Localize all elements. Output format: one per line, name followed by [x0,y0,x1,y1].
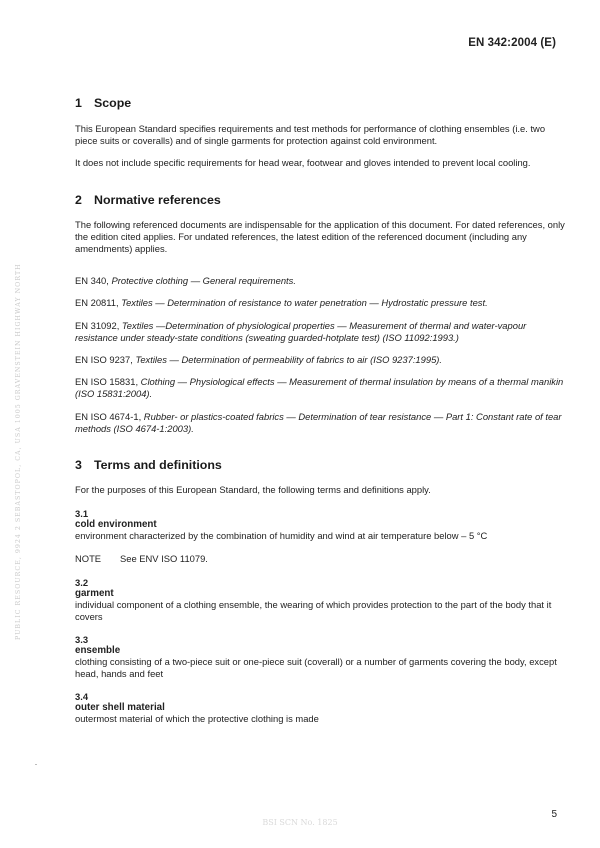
scope-paragraph: This European Standard specifies requirements and test methods for performance of clothing ensembles (i.e. two piece suits or coveralls) and of single garments for protection against cold environment. [75,123,546,147]
reference-code: EN 31092, [75,319,122,331]
section-number: 1 [75,96,82,110]
term-note [75,553,565,565]
term-definition: environment characterized by the combination of humidity and wind at air temperature below – 5 °C [75,530,488,542]
bottom-watermark: BSI SCN No. 1825 [262,818,338,827]
standard-identifier: EN 342:2004 (E) [468,37,556,49]
term-number: 3.2 [75,576,89,588]
normative-reference [75,376,565,400]
term-name: outer shell material [75,702,165,714]
term-entry [75,577,565,623]
term-number: 3.4 [75,691,89,703]
page-number: 5 [551,809,557,820]
side-watermark-text: PUBLIC RESOURCE, 9924 2 SEBASTOPOL, CA, USA 1005 GRAVENSTEIN HIGHWAY NORTH [15,263,22,640]
note-label: NOTE [75,553,102,565]
term-entry [75,508,565,542]
normative-intro: The following referenced documents are indispensable for the application of this document. For dated references, only the edition cited applies. For undated references, the latest edition of the referenced document (including any amendments) applies. [75,218,565,255]
section-title: Scope [94,96,132,110]
term-definition: clothing consisting of a two-piece suit or one-piece suit (coverall) or a number of garments covering the body, except head, hands and feet [75,656,557,680]
side-watermark [5,190,22,650]
reference-code: EN ISO 15831, [75,376,141,388]
normative-reference [75,275,565,287]
reference-code: EN 20811, [75,297,122,309]
note-text: See ENV ISO 11079. [120,553,208,565]
normative-reference [75,354,565,366]
reference-code: EN ISO 9237, [75,354,136,366]
reference-title: Textiles — Determination of permeability of fabrics to air (ISO 9237:1995). [135,354,443,366]
section-number: 2 [75,192,82,207]
term-name: garment [75,587,114,599]
term-entry [75,634,565,680]
normative-reference [75,297,565,309]
section-heading-terms-definitions [75,458,565,473]
section-number: 3 [75,458,82,473]
section-heading-scope [75,96,565,111]
term-definition: individual component of a clothing ensemble, the wearing of which provides protection to the part of the body that it covers [75,598,552,622]
scope-paragraph: It does not include specific requirements for head wear, footwear and gloves intended to prevent local cooling. [75,157,531,169]
term-name: cold environment [75,519,157,531]
reference-title: Rubber- or plastics-coated fabrics — Determination of tear resistance — Part 1: Constant rate of tear methods (ISO 4674-1:2003). [75,410,562,434]
margin-mark [35,764,37,765]
term-entry [75,691,565,725]
term-definition: outermost material of which the protective clothing is made [75,713,319,725]
term-name: ensemble [75,645,121,657]
terms-intro: For the purposes of this European Standard, the following terms and definitions apply. [75,484,431,496]
term-number: 3.3 [75,634,89,646]
section-title: Terms and definitions [94,458,222,473]
section-title: Normative references [94,192,221,207]
normative-reference [75,411,565,435]
reference-title: Textiles — Determination of resistance to water penetration — Hydrostatic pressure test. [121,297,488,309]
reference-title: Protective clothing — General requirements. [111,275,296,287]
term-number: 3.1 [75,508,89,520]
normative-reference [75,320,565,344]
section-heading-normative-references [75,193,565,208]
document-body [75,96,565,726]
reference-code: EN ISO 4674-1, [75,410,144,422]
reference-code: EN 340, [75,275,112,287]
reference-title: Textiles —Determination of physiological properties — Measurement of thermal and water-vapour resistance under steady-state conditions (sweating guarded-hotplate test) (ISO 11092:1993.) [75,319,527,343]
reference-title: Clothing — Physiological effects — Measurement of thermal insulation by means of a thermal manikin (ISO 15831:2004). [75,376,564,400]
